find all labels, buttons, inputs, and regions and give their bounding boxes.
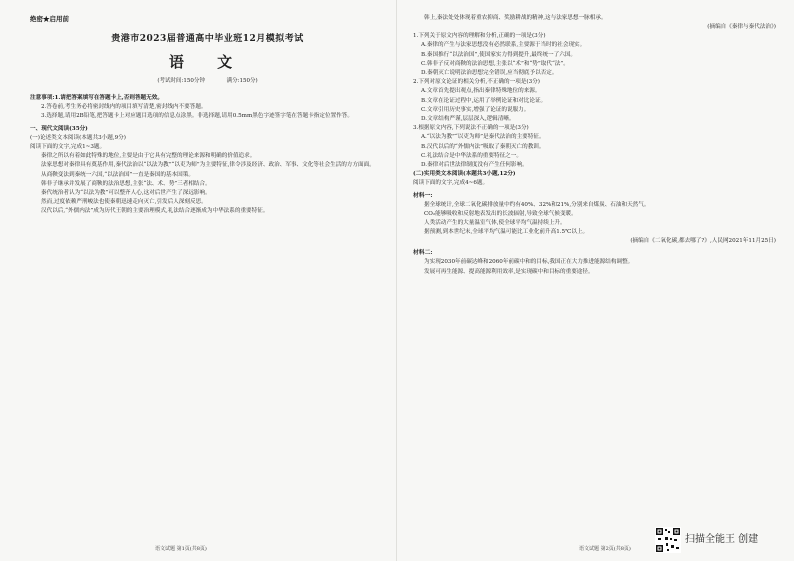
paragraph: 发展可再生能源、提高能源利用效率,是实现碳中和目标的重要途径。	[424, 268, 594, 275]
option: C.韩非子反对商鞅的法治思想,主张以“术”和“势”取代“法”。	[421, 60, 569, 67]
exam-title: 贵港市2023届普通高中毕业班12月模拟考试	[111, 34, 304, 44]
exam-score: 满分:150分)	[226, 78, 258, 84]
scanner-watermark: 扫描全能王 创建	[685, 534, 759, 545]
material-2-label: 材料二:	[413, 250, 433, 257]
paragraph: 人类活动产生的大量温室气体,使全球平均气温持续上升。	[424, 220, 566, 227]
option: A.秦律的产生与法家思想没有必然联系,主要源于当时的社会现实。	[421, 42, 586, 49]
option: C.文章引用历史事实,增强了论证的说服力。	[421, 106, 530, 113]
option: C.礼法结合是中华法系的重要特征之一。	[421, 152, 522, 159]
qr-code-icon	[655, 527, 681, 553]
paragraph: 秦代统治者认为“以法为教”可以整齐人心,这对后世产生了深远影响。	[41, 190, 211, 197]
paragraph: 韩上,秦法处处体现着重农抑商、奖励耕战的精神,这与法家思想一脉相承。	[424, 15, 607, 21]
option: D.文章结构严谨,层层深入,逻辑清晰。	[421, 116, 515, 123]
paragraph: 为实现2030年前碳达峰和2060年前碳中和的目标,我国正在大力推进能源结构调整。	[424, 259, 634, 266]
paragraph: 据预测,到本世纪末,全球平均气温可能比工业化前升高1.5℃以上。	[424, 229, 589, 236]
paragraph: 从商鞅变法到秦统一六国,“以法治国”一直是秦国的基本国策。	[41, 171, 194, 178]
page-right	[397, 0, 794, 561]
option: B.文章在论证过程中,运用了举例论证和对比论证。	[421, 97, 547, 104]
option: A.“以法为教”“以吏为师”是秦代法治的主要特征。	[421, 134, 545, 141]
paragraph: 韩非子继承并发展了商鞅的法治思想,主张“法、术、势”三者相结合。	[41, 180, 211, 187]
paragraph: 法家思想对秦律具有奠基作用,秦代法治以“以法为教”“以吏为师”为主要特征,律令涉及经济、政治、军事、文化等社会生活的方方面面。	[41, 162, 375, 169]
material-1-label: 材料一:	[413, 192, 433, 199]
reading-instruction: 阅读下面的文字,完成1~3题。	[30, 144, 106, 151]
question-2: 2.下列对原文论证的相关分析,不正确的一项是(3分)	[413, 79, 540, 86]
exam-meta	[30, 76, 385, 84]
paragraph: 汉代以后,“外儒内法”成为历代王朝的主要治理模式,礼法结合逐渐成为中华法系的重要特征。	[41, 208, 269, 215]
option: D.秦朝灭亡说明法治思想完全错误,应当彻底予以否定。	[421, 70, 558, 77]
source-citation-2: (摘编自《二氧化碳,都去哪了?》,人民网2021年11月25日)	[630, 238, 776, 245]
section-heading: 一、现代文阅读(35分)	[30, 125, 88, 132]
question-1: 1.下列关于原文内容的理解和分析,正确的一项是(3分)	[413, 33, 546, 40]
notes-line-1: 注意事项:1.请把答案填写在答题卡上,否则答题无效。	[30, 95, 163, 101]
option: B.秦国推行“以法治国”,使国家实力得到提升,最终统一了六国。	[421, 51, 577, 58]
exam-time: (考试时间:150分钟	[157, 78, 205, 84]
reading-instruction-2: 阅读下面的文字,完成4~6题。	[413, 180, 489, 187]
secret-label: 绝密★启用前	[30, 15, 69, 23]
paragraph: CO₂能够吸收和反射地表发出的长波辐射,导致全球气候变暖。	[424, 210, 577, 217]
subsection-heading: (一)论述类文本阅读(本题共3小题,9分)	[30, 134, 126, 141]
paragraph: 据全球统计,全球二氧化碳排放量中约有40%、32%和21%,分别来自煤炭、石油和天然气。	[424, 201, 650, 208]
option: D.秦律对后世法律制度没有产生任何影响。	[421, 162, 528, 169]
subject-title: 语 文	[168, 53, 247, 71]
page-footer-left: 语文试题 第1页(共8页)	[155, 546, 207, 552]
question-3: 3.根据原文内容,下列说法不正确的一项是(3分)	[413, 125, 529, 132]
paragraph: 然而,过度依赖严刑峻法也使秦朝迅速走向灭亡,引发后人深刻反思。	[41, 199, 207, 206]
option: A.文章首先提出观点,指出秦律特殊地位的来源。	[421, 88, 541, 95]
paragraph: 秦律之所以有着如此特殊的地位,主要是由于它具有完整的理论来源和明确的价值追求。	[41, 153, 256, 160]
source-citation: (摘编自《秦律与秦代法治》)	[707, 24, 776, 31]
notes-line-3: 3.选择题,请用2B铅笔,把答题卡上对应题目选项的信息点涂黑。非选择题,请用0.5mm黑色字迹签字笔在答题卡指定位置作答。	[41, 113, 353, 120]
option: B.汉代以后的“外儒内法”吸取了秦朝灭亡的教训。	[421, 143, 545, 150]
section-heading-2: (二)实用类文本阅读(本题共3小题,12分)	[413, 171, 516, 178]
page-footer-right: 语文试题 第2页(共8页)	[579, 546, 631, 552]
notes-line-2: 2.答卷前,考生务必将密封线内的项目填写清楚,密封线内不要答题。	[41, 104, 207, 111]
